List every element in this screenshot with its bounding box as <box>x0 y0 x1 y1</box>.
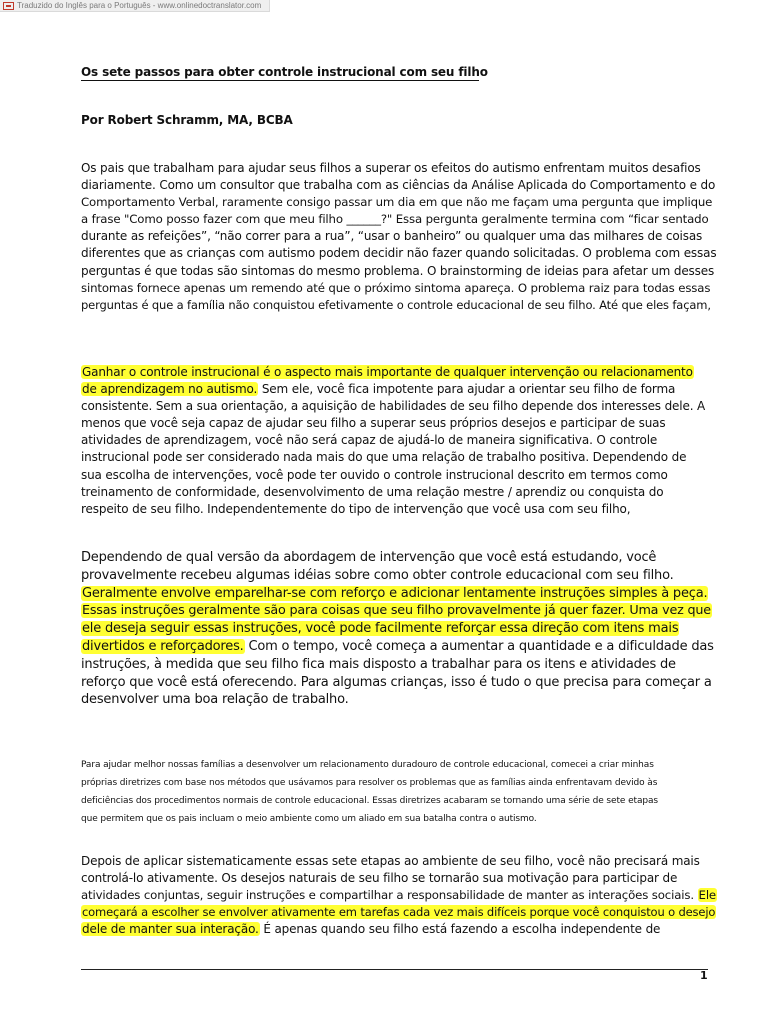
text-line: perguntas é que todas são sintomas do mesmo problema. O brainstorming de ideias para afetar um desses <box>81 263 715 278</box>
text-line: Comportamento Verbal, raramente consigo passar um dia em que não me façam uma pergunta que implique <box>81 195 713 210</box>
text-line: perguntas é que a família não conquistou efetivamente o controle educacional de seu filho. Até que eles façam, <box>81 297 711 312</box>
text-line: instruções, à medida que seu filho fica mais disposto a trabalhar para os itens e atividades de <box>81 656 676 672</box>
paragraph-2 <box>81 364 711 518</box>
text-line <box>81 364 711 381</box>
paragraph-1 <box>81 160 717 314</box>
text-line: reforço que você está oferecendo. Para algumas crianças, isso é tudo o que precisa para começar a <box>81 674 712 690</box>
text-line: respeito de seu filho. Independentemente do tipo de intervenção que você usa com seu filho, <box>81 501 631 516</box>
plain-text: Com o tempo, você começa a aumentar a quantidade e a dificuldade das <box>244 638 714 654</box>
text-line: menos que você seja capaz de ajudar seu filho a superar seus próprios desejos e participar de suas <box>81 416 666 431</box>
highlighted-text: Essas instruções geralmente são para coisas que seu filho provavelmente já quer fazer. Uma vez que <box>82 603 711 619</box>
highlighted-text: Ganhar o controle instrucional é o aspecto mais importante de qualquer intervenção ou relacionamento <box>82 365 693 379</box>
text-line: Depois de aplicar sistematicamente essas sete etapas ao ambiente de seu filho, você não precisará mais <box>81 854 700 868</box>
plain-text: Sem ele, você fica impotente para ajudar a orientar seu filho de forma <box>258 382 676 397</box>
translation-banner-text: Traduzido do Inglês para o Português - www.onlinedoctranslator.com <box>17 1 262 10</box>
highlighted-text: divertidos e reforçadores. <box>82 638 244 654</box>
translate-document-icon <box>3 2 14 10</box>
document-title: Os sete passos para obter controle instrucional com seu filho <box>81 65 488 79</box>
text-line: sintomas fornece apenas um remendo até que o próximo sintoma apareça. O problema raiz para todas essas <box>81 280 711 295</box>
text-line <box>81 585 711 603</box>
text-line: Os pais que trabalham para ajudar seus filhos a superar os efeitos do autismo enfrentam muitos desafios <box>81 161 701 175</box>
text-line: instrucional pode ser considerado nada mais do que uma relação de trabalho positiva. Dependendo de <box>81 450 687 465</box>
plain-text: atividades conjuntas, seguir instruções e compartilhar a responsabilidade de manter as interações sociais. <box>81 888 694 903</box>
text-line <box>81 620 711 638</box>
text-line <box>81 887 717 904</box>
text-line: atividades de aprendizagem, você não será capaz de ajudá-lo de maneira significativa. O controle <box>81 433 658 448</box>
text-line: Dependendo de qual versão da abordagem de intervenção que você está estudando, você <box>81 550 657 565</box>
text-line <box>81 381 711 398</box>
text-line <box>81 921 711 938</box>
text-line: consistente. Sem a sua orientação, a aquisição de habilidades de seu filho depende dos interesses dele. A <box>81 399 706 414</box>
highlighted-text: começará a escolher se envolver ativamente em tarefas cada vez mais difíceis porque você conquistou o desejo <box>82 905 716 920</box>
text-line: a frase "Como posso fazer com que meu filho ______?" Essa pergunta geralmente termina com “ficar sentado <box>81 212 709 227</box>
highlighted-text: dele de manter sua interação. <box>82 922 259 937</box>
text-line: que permitem que os pais incluam o meio ambiente como um aliado em sua batalha contra o autismo. <box>81 814 537 824</box>
highlighted-text: de aprendizagem no autismo. <box>82 382 258 397</box>
text-line: sua escolha de intervenções, você pode ter ouvido o controle instrucional descrito em termos como <box>81 467 668 482</box>
text-line: treinamento de conformidade, desenvolvimento de uma relação mestre / aprendiz ou conquista do <box>81 484 664 499</box>
text-line: diariamente. Como um consultor que trabalha com as ciências da Análise Aplicada do Comportamento e do <box>81 178 716 193</box>
plain-text: É apenas quando seu filho está fazendo a escolha independente de <box>259 922 661 937</box>
paragraph-5 <box>81 853 717 938</box>
text-line: provavelmente recebeu algumas idéias sobre como obter controle educacional com seu filho. <box>81 567 674 583</box>
text-line: deficiências dos procedimentos normais de controle educacional. Essas diretrizes acabaram se tornando uma série de sete etapas <box>81 796 658 806</box>
translation-banner[interactable] <box>0 0 270 12</box>
text-line: controlá-lo ativamente. Os desejos naturais de seu filho se tornarão sua motivação para participar de <box>81 871 678 886</box>
text-line <box>81 904 716 921</box>
text-line: durante as refeições”, “não correr para a rua”, “usar o banheiro” ou qualquer uma das milhares de coisas <box>81 229 703 244</box>
text-line: Para ajudar melhor nossas famílias a desenvolver um relacionamento duradouro de controle educacional, comecei a criar minhas <box>81 760 654 770</box>
highlighted-text: ele deseja seguir essas instruções, você pode facilmente reforçar essa direção com itens mais <box>82 621 679 637</box>
text-line: desenvolver uma boa relação de trabalho. <box>81 692 349 708</box>
footer-divider <box>81 969 708 970</box>
paragraph-3 <box>81 549 714 709</box>
text-line <box>81 638 714 656</box>
text-line: próprias diretrizes com base nos métodos que usávamos para resolver os problemas que as famílias ainda enfrentavam devido às <box>81 778 658 788</box>
text-line: diferentes que as crianças com autismo podem decidir não fazer quando solicitadas. O problema com essas <box>81 246 717 261</box>
author-line: Por Robert Schramm, MA, BCBA <box>81 113 293 127</box>
paragraph-4 <box>81 756 711 828</box>
text-line <box>81 602 711 620</box>
highlighted-text: Geralmente envolve emparelhar-se com reforço e adicionar lentamente instruções simples à peça. <box>82 585 708 601</box>
highlighted-text: Ele <box>698 888 717 903</box>
page-number: 1 <box>700 969 708 982</box>
